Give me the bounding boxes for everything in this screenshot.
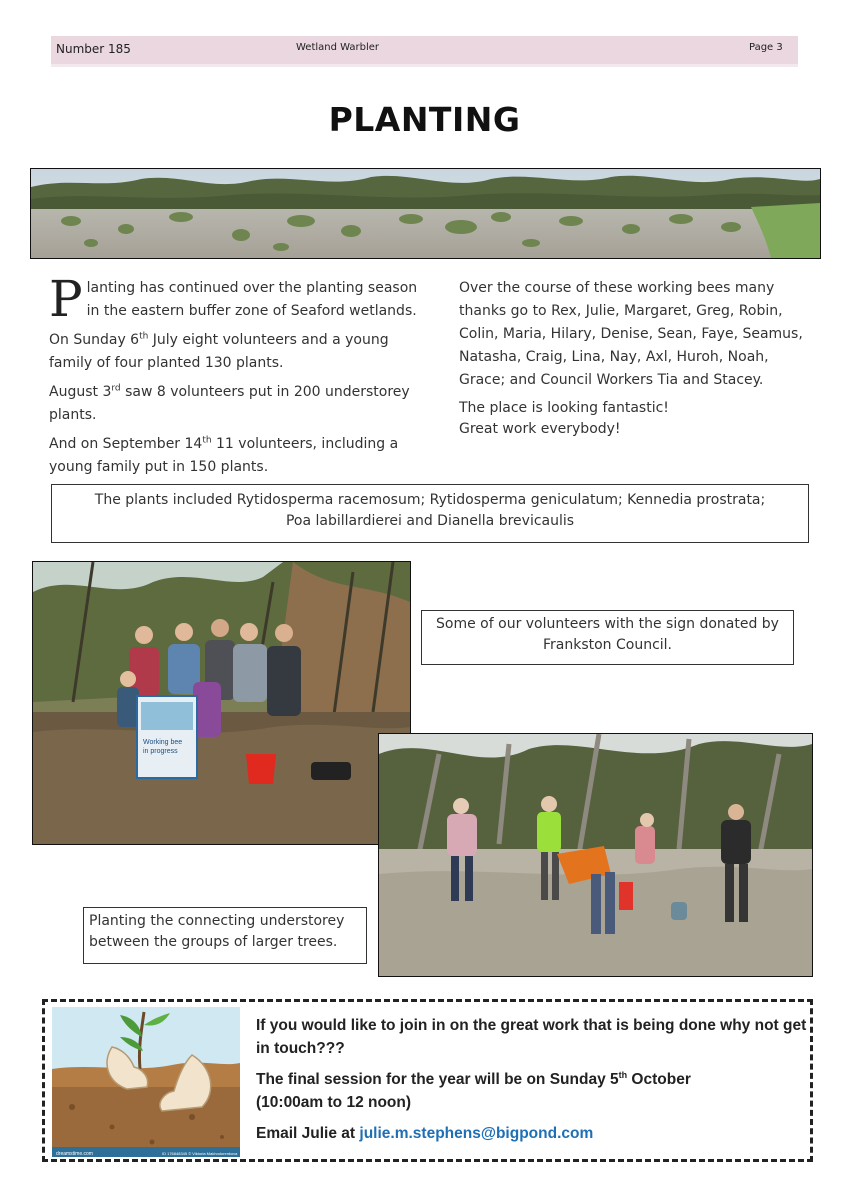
july-text-a: On Sunday 6 (49, 332, 140, 348)
right-column (459, 277, 809, 446)
cta-session-b: October (627, 1071, 691, 1088)
september-paragraph (49, 433, 429, 479)
panorama-illustration (31, 169, 820, 258)
cta-session-a: The final session for the year will be on Sunday 5 (256, 1071, 619, 1088)
email-label: Email Julie at (256, 1125, 360, 1142)
header-shadow (51, 64, 798, 67)
planting-illustration-small (52, 1007, 240, 1157)
intro-paragraph (49, 270, 429, 328)
cta-session-sup: th (618, 1069, 628, 1080)
drop-cap: P (49, 270, 83, 328)
september-text-a: And on September 14 (49, 436, 203, 452)
cta-email-line (256, 1122, 811, 1145)
caption-planting: Planting the connecting understorey between the groups of larger trees. (83, 907, 367, 964)
volunteers-illustration (33, 562, 410, 844)
email-link[interactable]: julie.m.stephens@bigpond.com (359, 1125, 594, 1142)
planting-illustration (379, 734, 812, 976)
planting-photo (378, 733, 813, 977)
watermark-right: ID 176848345 © Viktoria Makhodorenkova (162, 1151, 238, 1156)
watermark-left: dreamstime.com (56, 1151, 93, 1157)
cta-line-1: If you would like to join in on the great work that is being done why not get in touch??? (256, 1017, 807, 1057)
september-text-b: 11 volunteers, including a young family put in 150 plants. (49, 436, 399, 475)
august-paragraph (49, 381, 429, 427)
august-text-b: saw 8 volunteers put in 200 understorey plants. (49, 384, 410, 423)
praise-paragraph (459, 398, 809, 440)
issue-number: Number 185 (56, 42, 131, 56)
plants-line-2: Poa labillardierei and Dianella brevicaulis (285, 513, 575, 529)
praise-line-2: Great work everybody! (459, 421, 621, 437)
cta-session-time: (10:00am to 12 noon) (256, 1094, 412, 1111)
caption-volunteers: Some of our volunteers with the sign donated by Frankston Council. (421, 610, 794, 665)
panorama-photo (30, 168, 821, 259)
call-to-action-text (256, 1014, 811, 1153)
sign-line-2: in progress (143, 748, 178, 755)
hands-planting-icon (52, 1007, 240, 1157)
praise-line-1: The place is looking fantastic! (459, 400, 669, 416)
thanks-paragraph: Over the course of these working bees many thanks go to Rex, Julie, Margaret, Greg, Robin, Colin, Maria, Hilary, Denise, Sean, Faye, Seamus, Natasha, Craig, Lina, Nay, Axl, Huroh, Noah, Grace; and Council Workers Tia and Stacey. (459, 280, 803, 388)
july-text-b: July eight volunteers and a young family of four planted 130 plants. (49, 332, 389, 371)
cta-session (256, 1068, 811, 1114)
july-paragraph (49, 329, 429, 375)
page-title: PLANTING (328, 100, 521, 139)
intro-text: lanting has continued over the planting season in the eastern buffer zone of Seaford wetlands. (86, 280, 418, 319)
plants-box (51, 484, 809, 543)
newsletter-name: Wetland Warbler (296, 42, 380, 53)
page-number: Page 3 (749, 42, 783, 53)
left-column (49, 270, 429, 485)
july-sup: th (139, 331, 149, 342)
volunteers-photo (32, 561, 411, 845)
sign-line-1: Working bee (143, 739, 183, 746)
august-text-a: August 3 (49, 384, 112, 400)
plants-line-1: The plants included Rytidosperma racemosum; Rytidosperma geniculatum; Kennedia prostrata; (94, 492, 766, 508)
september-sup: th (202, 435, 212, 446)
august-sup: rd (111, 383, 121, 394)
